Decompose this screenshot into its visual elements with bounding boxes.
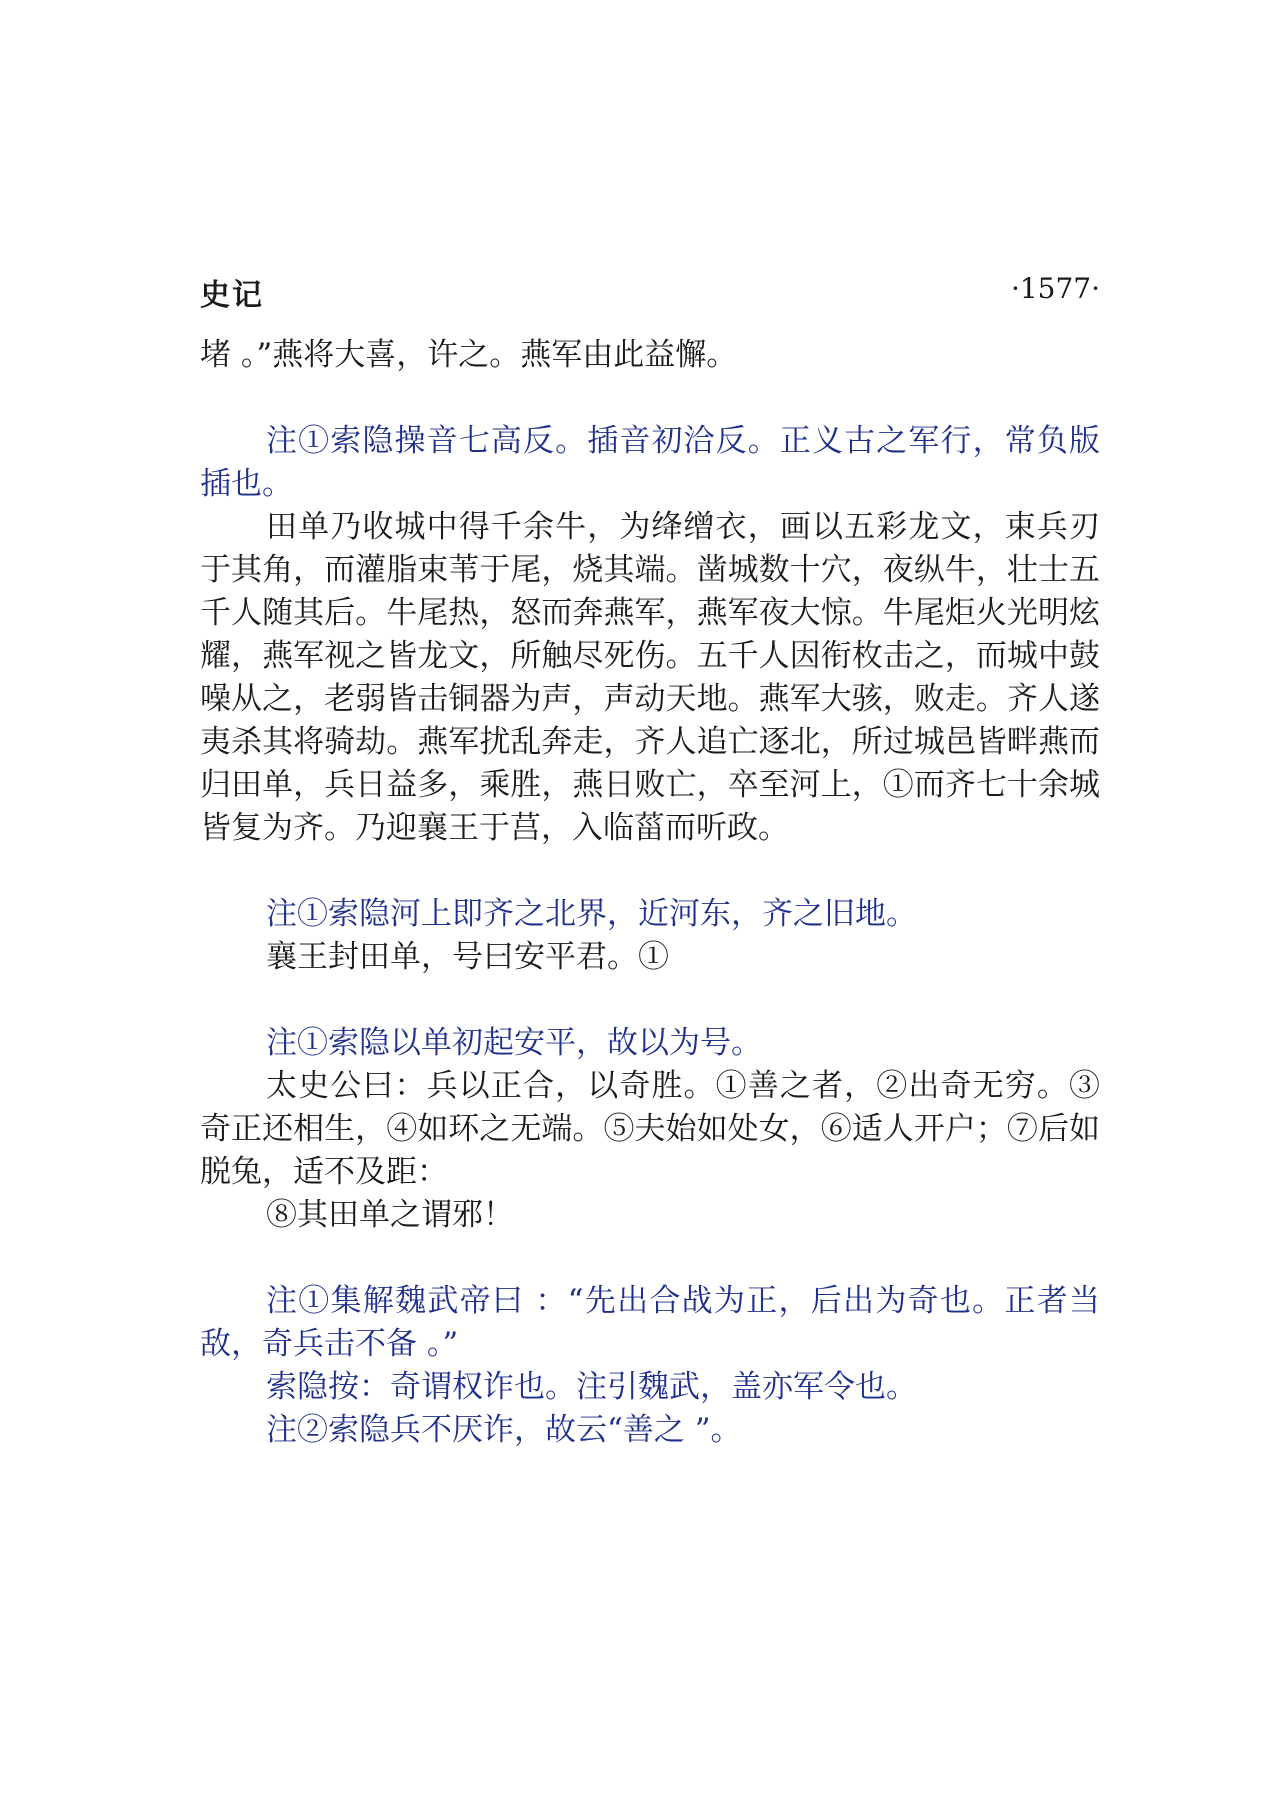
paragraph-spacer [200, 377, 1100, 420]
annotation-note: 注①集解魏武帝曰 ：“先出合战为正，后出为奇也。正者当敌，奇兵击不备 。” [200, 1283, 1100, 1362]
annotation-note: 注①索隐河上即齐之北界，近河东，齐之旧地。 [266, 896, 917, 932]
annotation-note: 注②索隐兵不厌诈，故云“善之 ”。 [266, 1412, 742, 1448]
annotation-note: 注①索隐以单初起安平，故以为号。 [266, 1025, 762, 1061]
body-paragraph: 田单乃收城中得千余牛，为绛缯衣，画以五彩龙文，束兵刃于其角，而灌脂束苇于尾，烧其端。凿城数十穴，夜纵牛，壮士五千人随其后。牛尾热，怒而奔燕军，燕军夜大惊。牛尾炬火光明炫耀，燕军视之皆龙文，所触尽死伤。五千人因衔枚击之，而城中鼓噪从之，老弱皆击铜器为声，声动天地。燕军大骇，败走。齐人遂夷杀其将骑劫。燕军扰乱奔走，齐人追亡逐北，所过城邑皆畔燕而归田单，兵日益多，乘胜，燕日败亡，卒至河上，①而齐七十余城皆复为齐。乃迎襄王于莒，入临菑而听政。 [200, 509, 1100, 846]
paragraph-spacer [200, 850, 1100, 893]
paragraph-spacer [200, 979, 1100, 1022]
document-page [200, 270, 1100, 1452]
annotation-note: 注①索隐操音七高反。插音初洽反。正义古之军行，常负版插也。 [200, 423, 1100, 502]
book-title: 史记 [200, 278, 264, 313]
body-paragraph: ⑧其田单之谓邪！ [266, 1197, 514, 1233]
body-paragraph: 太史公曰：兵以正合，以奇胜。①善之者，②出奇无穷。③奇正还相生，④如环之无端。⑤夫始如处女，⑥适人开户；⑦后如脱兔，适不及距： [200, 1068, 1100, 1190]
paragraph-spacer [200, 1237, 1100, 1280]
document-body [200, 334, 1100, 1452]
body-paragraph: 襄王封田单，号曰安平君。① [266, 939, 669, 975]
page-number: ·1577· [1010, 272, 1100, 305]
annotation-note: 索隐按：奇谓权诈也。注引魏武，盖亦军令也。 [266, 1369, 917, 1405]
body-paragraph: 堵 。”燕将大喜，许之。燕军由此益懈。 [200, 337, 738, 373]
page-header [200, 270, 1100, 313]
